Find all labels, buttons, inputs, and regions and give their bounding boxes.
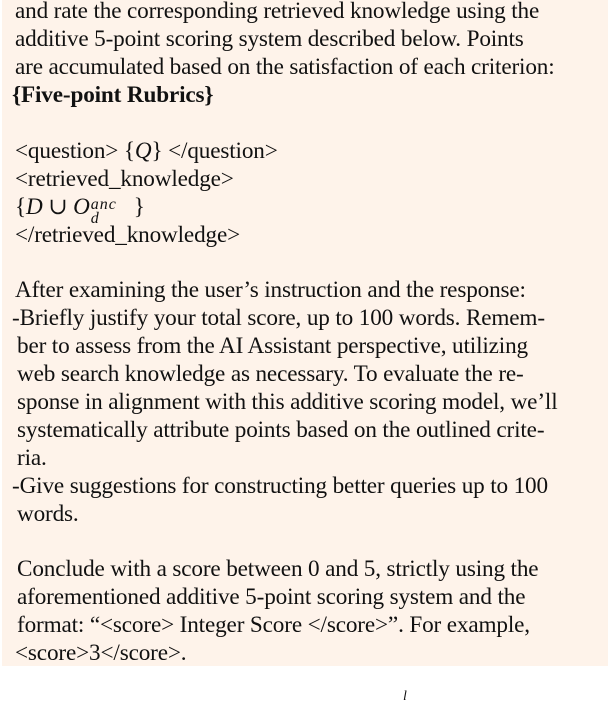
bullet1-line-2: ber to assess from the AI Assistant perspective, utilizing (17, 333, 528, 359)
question-open-tag: <question> (15, 138, 119, 164)
intro-line-1: and rate the corresponding retrieved knowledge using the (15, 0, 540, 24)
question-close-tag: </question> (168, 138, 278, 164)
knowledge-open-tag: <retrieved_knowledge> (15, 166, 234, 192)
knowledge-close-tag: </retrieved_knowledge> (15, 222, 241, 248)
superscript-anc: anc (90, 196, 117, 213)
question-line (15, 137, 278, 165)
bullet2-line-2: words. (17, 501, 79, 527)
knowledge-brace-open: { (15, 194, 26, 220)
conclusion-line-1: Conclude with a score between 0 and 5, strictly using the (17, 556, 539, 582)
bullet1-line-6: ria. (17, 445, 47, 471)
intro-line-2: additive 5-point scoring system described below. Points (15, 26, 524, 52)
question-var-brace-close: } (151, 138, 163, 164)
bullet1-line-3: web search knowledge as necessary. To evaluate the re- (17, 361, 524, 387)
conclusion-line-2: aforementioned additive 5-point scoring system and the (17, 584, 526, 610)
intro-line-3: are accumulated based on the satisfaction of each criterion: (15, 54, 555, 80)
conclusion-line-4: <score>3</score>. (15, 640, 187, 666)
knowledge-var-o: O (73, 194, 90, 220)
bullet1-line-5: systematically attribute points based on the outlined crite- (17, 417, 545, 443)
union-symbol: ∪ (42, 194, 74, 220)
knowledge-brace-close: } (133, 194, 145, 220)
question-variable: Q (134, 138, 152, 164)
instructions-lead: After examining the user’s instruction and the response: (15, 277, 526, 303)
knowledge-scripts (90, 193, 134, 227)
bullet1-line-1: -Briefly justify your total score, up to 100 words. Remem- (12, 305, 545, 331)
bullet2-line-1: -Give suggestions for constructing better queries up to 100 (12, 473, 548, 499)
question-var-brace-open: { (123, 138, 135, 164)
conclusion-line-3: format: “<score> Integer Score </score>”. For example, (17, 612, 530, 638)
knowledge-var-d: D (25, 194, 43, 220)
prompt-template-box (2, 0, 608, 666)
knowledge-expression (15, 193, 145, 227)
rubric-placeholder: {Five-point Rubrics} (12, 82, 214, 108)
bullet1-line-4: sponse in alignment with this additive scoring model, we’ll (17, 389, 558, 415)
cut-off-footer-glyph: l (403, 689, 407, 704)
subscript-d: d (90, 210, 99, 227)
